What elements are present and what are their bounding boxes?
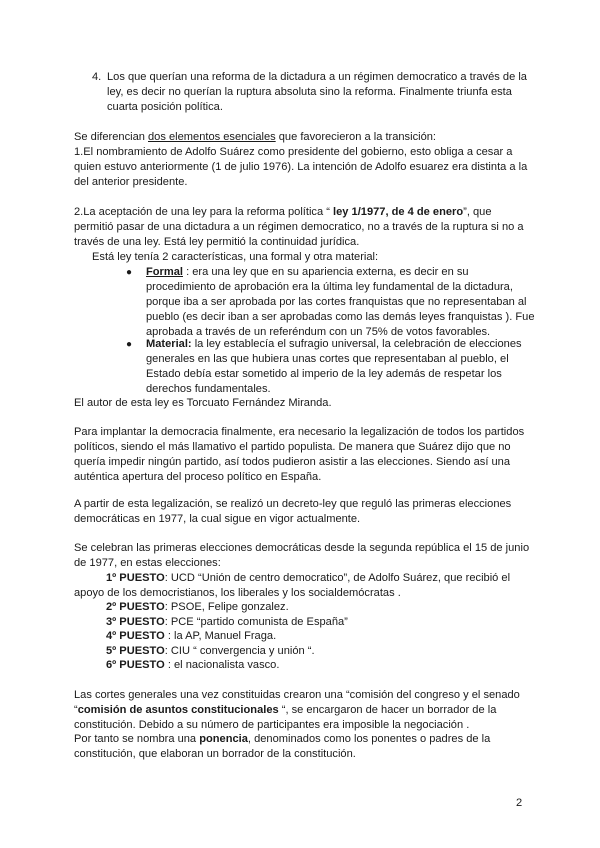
- author-line: El autor de esta ley es Torcuato Fernández Miranda.: [74, 397, 332, 409]
- list-item-text: Los que querían una reforma de la dictadura a un régimen democratico a través de la ley, es decir no querían la ruptura absoluta sino la reforma. Finalmente triunfa esta cuarta posición política.: [107, 71, 527, 113]
- election-place-6: 6º PUESTO : el nacionalista vasco.: [106, 659, 280, 671]
- decree-paragraph: A partir de esta legalización, se realizó un decreto-ley que reguló las primeras elecciones democráticas en 1977, la cual sigue en vigor actualmente.: [74, 498, 512, 525]
- bullet-icon: ●: [126, 267, 133, 278]
- second-element-paragraph: 2.La aceptación de una ley para la reforma política “ ley 1/1977, de 4 de enero”, que permitió pasar de una dictadura a un régimen democratico, no a través de la ruptura si no a través de una ley. Está ley permitió la continuidad jurídica.: [74, 206, 524, 248]
- bullet-formal: ● Formal : era una ley que en su apariencia externa, es decir en su procedimiento de aprobación era la última ley fundamental de la dictadura, porque iba a ser aprobada por las cortes franquistas que no representaban al pueblo (es decir iban a ser aprobadas como las demás leyes franquistas ). Fue aprobada a través de un referéndum con un 75% de votos favorables.: [126, 266, 535, 338]
- election-place-4: 4º PUESTO : la AP, Manuel Fraga.: [106, 630, 277, 642]
- list-number: 4.: [92, 71, 102, 83]
- page-number: 2: [516, 797, 523, 809]
- elements-intro: Se diferencian dos elementos esenciales que favorecieron a la transición:: [74, 131, 437, 143]
- election-place-2: 2º PUESTO: PSOE, Felipe gonzalez.: [106, 601, 289, 613]
- law-name: ley 1/1977, de 4 de enero: [333, 206, 464, 218]
- commission-name: comisión de asuntos constitucionales: [77, 704, 279, 716]
- bullet-icon: ●: [126, 339, 133, 350]
- material-label: Material:: [146, 338, 192, 350]
- ponencia-term: ponencia: [199, 733, 248, 745]
- underlined-phrase: dos elementos esenciales: [148, 131, 276, 143]
- formal-label: Formal: [146, 266, 183, 278]
- election-place-3: 3º PUESTO: PCE “partido comunista de España”: [106, 616, 348, 628]
- democracy-paragraph: Para implantar la democracia finalmente, era necesario la legalización de todos los partidos políticos, siendo el más llamativo el partido populista. De manera que Suárez dijo que no quería impedir ningún partido, así todos pudieron asistir a las elecciones. Siendo así una auténtica apertura del proceso político en España.: [74, 426, 525, 483]
- cortes-paragraph: Las cortes generales una vez constituidas crearon una “comisión del congreso y el senado “comisión de asuntos constitucionales “, se encargaron de hacer un borrador de la constitución. Debido a su número de participantes era imposible la negociación .: [74, 689, 520, 731]
- bullet-material: ● Material: la ley establecía el sufragio universal, la celebración de elecciones generales en las que hubiera unas cortes que representaban al pueblo, el Estado debía estar sometido al imperio de la ley además de respetar los derechos fundamentales.: [126, 338, 522, 395]
- ponencia-paragraph: Por tanto se nombra una ponencia, denominados como los ponentes o padres de la constitución, que elaboran un borrador de la constitución.: [74, 733, 491, 760]
- elections-intro: Se celebran las primeras elecciones democráticas desde la segunda república el 15 de junio de 1977, en estas elecciones:: [74, 542, 530, 569]
- list-item-4: [92, 70, 532, 115]
- characteristics-intro: Está ley tenía 2 características, una formal y otra material:: [92, 251, 379, 263]
- first-element-paragraph: 1.El nombramiento de Adolfo Suárez como presidente del gobierno, esto obliga a cesar a quien estuvo anteriormente (1 de julio 1976). La intención de Adolfo esuarez era distinta a la del anterior presidente.: [74, 146, 528, 188]
- election-place-5: 5º PUESTO: CIU “ convergencia y unión “.: [106, 645, 315, 657]
- election-place-1: 1º PUESTO: UCD “Unión de centro democratico”, de Adolfo Suárez, que recibió el apoyo de los democristianos, los liberales y los socialdemócratas .: [74, 572, 511, 599]
